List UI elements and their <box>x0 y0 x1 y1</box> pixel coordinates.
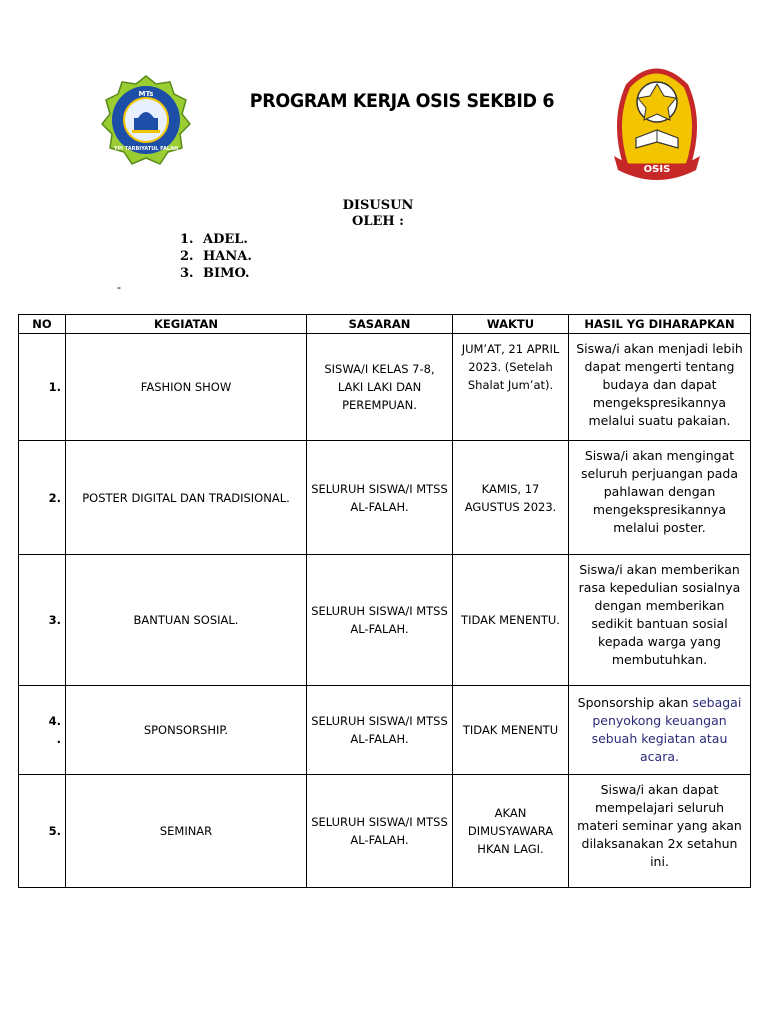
stray-dash: - <box>117 280 121 294</box>
row-number: 3. <box>19 555 66 686</box>
row-kegiatan: POSTER DIGITAL DAN TRADISIONAL. <box>66 441 307 555</box>
row-hasil-part-a: Sponsorship akan <box>577 695 693 710</box>
table-row <box>19 555 751 686</box>
row-number: 2. <box>19 441 66 555</box>
row-kegiatan: SPONSORSHIP. <box>66 686 307 775</box>
author-number: 2. <box>180 249 194 264</box>
row-kegiatan: BANTUAN SOSIAL. <box>66 555 307 686</box>
author-name: BIMO. <box>203 266 250 281</box>
author-number: 3. <box>180 266 194 281</box>
row-sasaran: SELURUH SISWA/I MTSS AL-FALAH. <box>307 555 453 686</box>
row-waktu: KAMIS, 17 AGUSTUS 2023. <box>453 441 569 555</box>
row-sasaran: SELURUH SISWA/I MTSS AL-FALAH. <box>307 441 453 555</box>
school-logo-icon <box>98 74 194 166</box>
table-row <box>19 775 751 888</box>
row-waktu: AKAN DIMUSYAWARA HKAN LAGI. <box>453 775 569 888</box>
row-kegiatan: SEMINAR <box>66 775 307 888</box>
logo-ring-bottom-text: YPI TARBIYATUL FALAH <box>113 146 179 152</box>
author-list <box>180 231 252 282</box>
table-row <box>19 441 751 555</box>
osis-banner-text: OSIS <box>643 164 671 175</box>
row-waktu: TIDAK MENENTU. <box>453 555 569 686</box>
row-sasaran: SISWA/I KELAS 7-8, LAKI LAKI DAN PEREMPUAN. <box>307 334 453 441</box>
author-name: ADEL. <box>203 232 248 247</box>
row-hasil: Siswa/i akan memberikan rasa kepedulian sosialnya dengan memberikan sedikit bantuan sosial kepada warga yang membutuhkan. <box>569 555 751 686</box>
byline-line1: DISUSUN <box>342 198 414 213</box>
author-item <box>180 265 252 282</box>
row-hasil: Siswa/i akan menjadi lebih dapat mengerti tentang budaya dan dapat mengekspresikannya melalui suatu pakaian. <box>569 334 751 441</box>
program-table <box>18 314 751 888</box>
header-sasaran: SASARAN <box>307 315 453 334</box>
row-number: 4. . <box>19 686 66 775</box>
header-kegiatan: KEGIATAN <box>66 315 307 334</box>
logo-ring-top-text: MTs <box>138 90 154 98</box>
row-kegiatan: FASHION SHOW <box>66 334 307 441</box>
header-hasil: HASIL YG DIHARAPKAN <box>569 315 751 334</box>
row-number: 5. <box>19 775 66 888</box>
author-item <box>180 248 252 265</box>
page-title: PROGRAM KERJA OSIS SEKBID 6 <box>249 90 555 112</box>
table-header-row <box>19 315 751 334</box>
header-waktu: WAKTU <box>453 315 569 334</box>
table-row <box>19 334 751 441</box>
byline-line2: OLEH : <box>352 214 404 229</box>
row-sasaran: SELURUH SISWA/I MTSS AL-FALAH. <box>307 686 453 775</box>
author-name: HANA. <box>203 249 252 264</box>
author-item <box>180 231 252 248</box>
table-row <box>19 686 751 775</box>
row-hasil-part-b: sebagai penyokong keuangan sebuah kegiatan atau acara. <box>591 695 742 764</box>
header-no: NO <box>19 315 66 334</box>
row-hasil: Siswa/i akan mengingat seluruh perjuangan pada pahlawan dengan mengekspresikannya melalui poster. <box>569 441 751 555</box>
osis-logo-icon <box>606 62 708 182</box>
row-sasaran: SELURUH SISWA/I MTSS AL-FALAH. <box>307 775 453 888</box>
author-number: 1. <box>180 232 194 247</box>
row-number: 1. <box>19 334 66 441</box>
row-hasil <box>569 686 751 775</box>
row-waktu: JUM’AT, 21 APRIL 2023. (Setelah Shalat Jum’at). <box>453 334 569 441</box>
row-waktu: TIDAK MENENTU <box>453 686 569 775</box>
row-hasil: Siswa/i akan dapat mempelajari seluruh materi seminar yang akan dilaksanakan 2x setahun ini. <box>569 775 751 888</box>
byline <box>300 198 456 230</box>
